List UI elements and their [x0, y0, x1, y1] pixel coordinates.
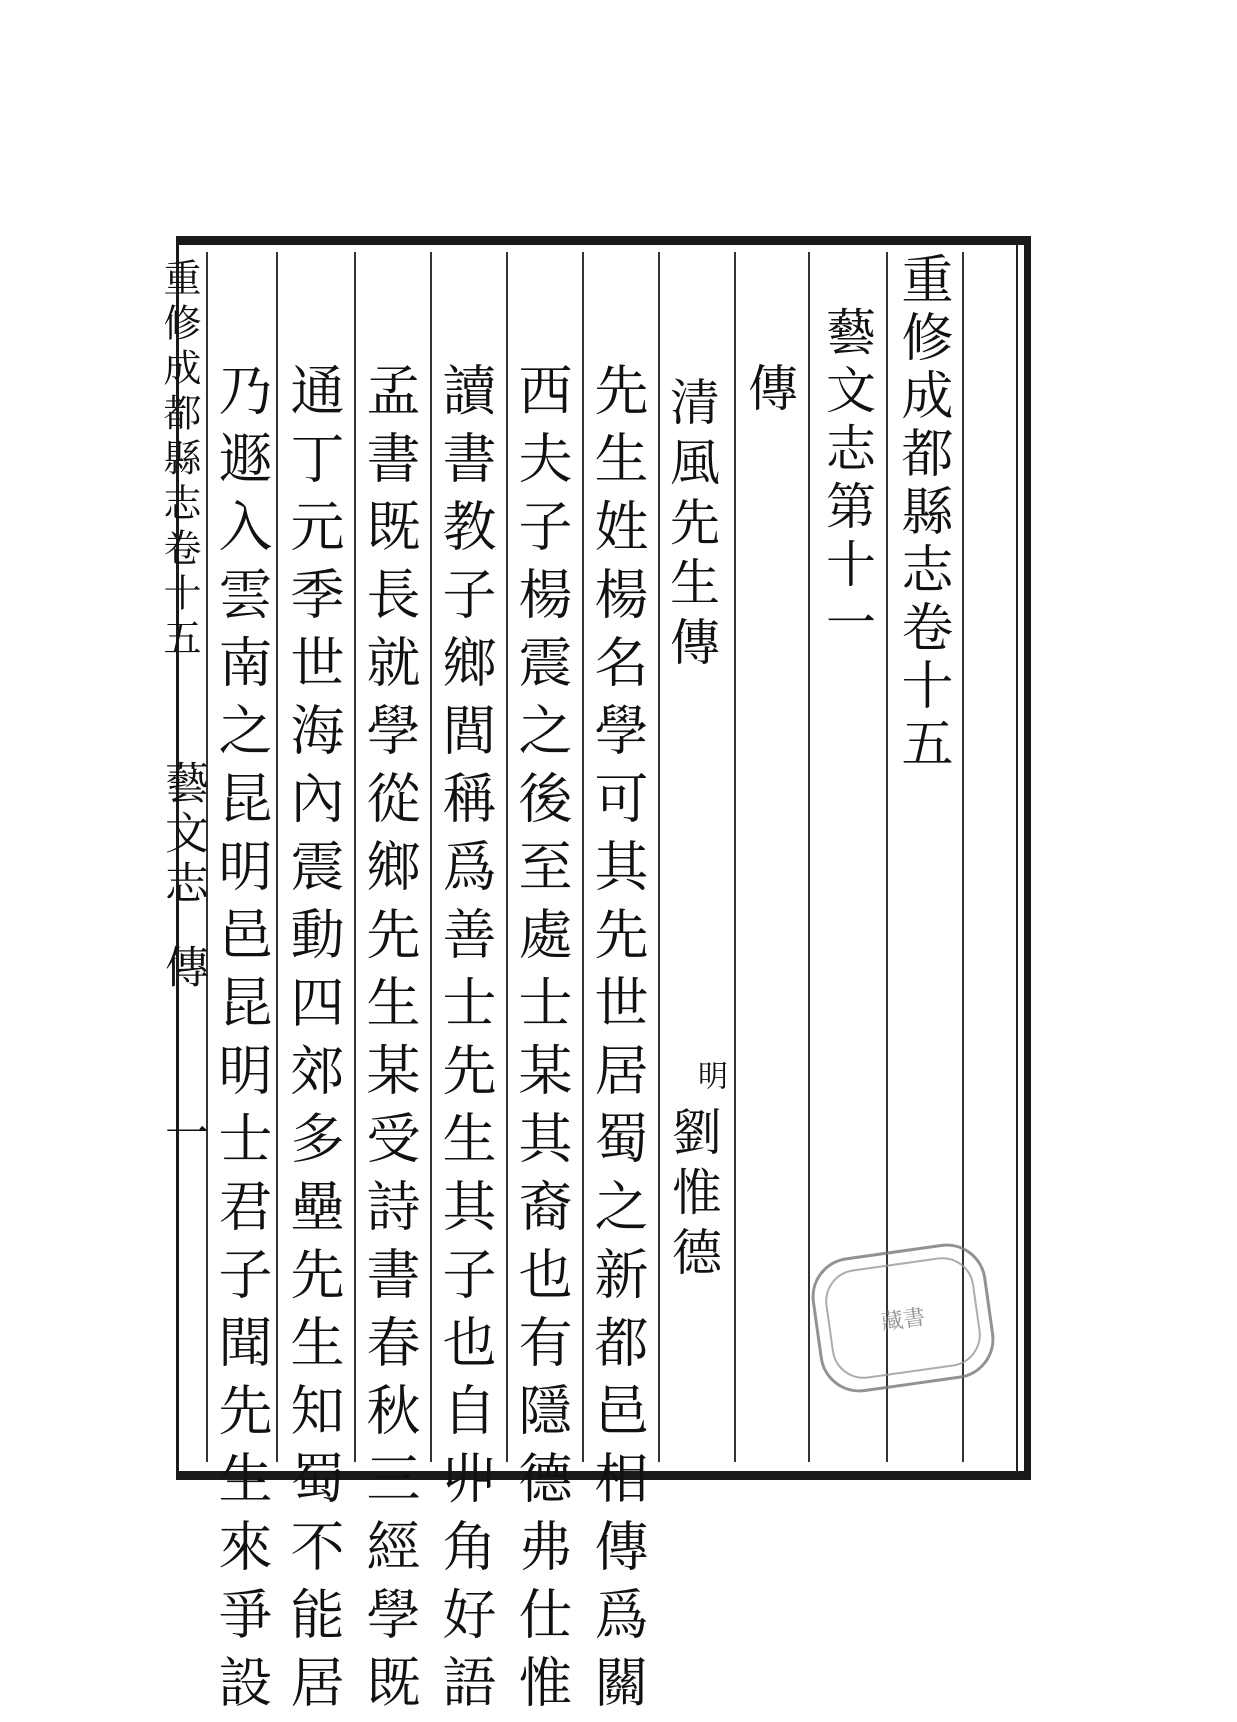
body-column-5: 通丁元季世海內震動四郊多壘先生知蜀不能居 — [282, 362, 345, 1722]
body-column-4: 孟書既長就學從鄉先生某受詩書春秋三經學既 — [358, 362, 421, 1722]
margin-section: 藝文志 — [157, 760, 208, 910]
chapter-title: 藝文志第十一 — [818, 306, 876, 654]
book-title: 重修成都縣志卷十五 — [892, 252, 952, 774]
column-rule — [506, 252, 508, 1462]
column-rule — [354, 252, 356, 1462]
margin-category: 傳 — [157, 944, 208, 988]
body-column-2: 西夫子楊震之後至處士某其裔也有隱德弗仕惟 — [510, 362, 573, 1722]
page-number: 一 — [157, 1110, 208, 1154]
body-column-6: 乃遯入雲南之昆明邑昆明士君子聞先生來爭設 — [210, 362, 273, 1722]
body-column-3: 讀書教子鄉閭稱爲善士先生其子也自丱角好語 — [434, 362, 497, 1722]
column-rule — [808, 252, 810, 1462]
column-rule — [430, 252, 432, 1462]
seal-text: 藏書 — [879, 1304, 927, 1336]
column-rule — [658, 252, 660, 1462]
author-dynasty: 明 — [692, 1060, 727, 1090]
section-heading: 傳 — [740, 362, 798, 420]
body-column-1: 先生姓楊名學可其先世居蜀之新都邑相傳爲關 — [586, 362, 649, 1722]
author-name: 劉惟德 — [664, 1106, 722, 1286]
column-rule — [734, 252, 736, 1462]
margin-label: 重修成都縣志卷十五 — [157, 258, 201, 663]
column-rule — [276, 252, 278, 1462]
collector-seal — [806, 1238, 999, 1397]
article-title: 清風先生傳 — [662, 376, 720, 676]
column-rule — [582, 252, 584, 1462]
